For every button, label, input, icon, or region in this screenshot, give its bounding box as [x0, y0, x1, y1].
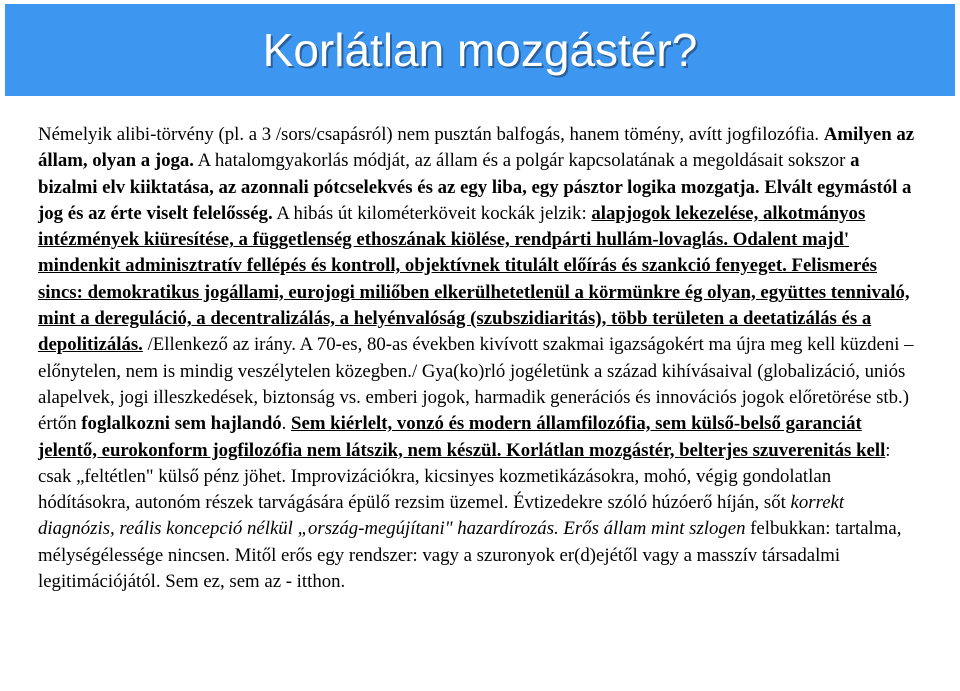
text-segment: : csak „feltétlen" külső pénz jöhet. Improvizációkra, kicsinyes kozmetikázásokra, mohó, végig gondolatlan hódításokra, autonóm részek tarvágására épülő rezsim üzemel. Évtizedekre szóló húzóerő híján, sőt [38, 439, 891, 514]
text-segment-bold-underlined: Sem kiérlelt, vonzó és modern államfilozófia, sem külső-belső garanciát jelentő, eurokonform jogfilozófia nem látszik, nem készül. Korlátlan mozgástér, belterjes szuverenitás kell [38, 413, 886, 461]
body-paragraph [38, 122, 923, 595]
text-segment: /Ellenkező az irány. A 70-es, 80-as években kivívott szakmai igazságokért ma újra meg kell küzdeni – előnytelen, nem is mindig veszélytelen közegben./ Gya(ko)rló jogéletünk a század kihívásaival (globalizáció, uniós alapelvek, jogi illeszkedések, biztonság vs. emberi jogok, harmadik generációs és innovációs jogok előretörése stb.) értőn [38, 334, 914, 435]
text-segment: . [281, 413, 292, 435]
text-segment: A hibás út kilométerköveit kockák jelzik: [272, 202, 592, 224]
text-segment: Némelyik alibi-törvény (pl. a 3 /sors/csapásról) nem pusztán balfogás, hanem tömény, avítt jogfilozófia. [38, 124, 824, 145]
page-title: Korlátlan mozgástér? [262, 24, 698, 76]
text-segment: A hatalomgyakorlás módját, az állam és a polgár kapcsolatának a megoldásait sokszor [194, 150, 851, 172]
text-segment-italic: korrekt diagnózis, reális koncepció nélkül „ország-megújítani" hazardírozás. Erős állam mint szlogen [38, 492, 845, 540]
text-segment-bold-underlined: alapjogok lekezelése, alkotmányos intézmények kiüresítése, a függetlenség ethoszának kiölése, rendpárti hullám-lovaglás. Odalent majd' mindenkit adminisztratív fellépés és kontroll, objektívnek titulált előírás és szankció fenyeget. Felismerés sincs: demokratikus jogállami, eurojogi miliőben elkerülhetetlenül a körmünkre ég olyan, együttes tennivaló, mint a dereguláció, a decentralizálás, a helyénvalóság (szubszidiaritás), több területen a deetatizálás és a depolitizálás. [38, 202, 910, 356]
text-segment-bold: a bizalmi elv kiiktatása, az azonnali pótcselekvés és az egy liba, egy pásztor logika mozgatja. Elvált egymástól a jog és az érte viselt felelősség. [38, 150, 912, 224]
title-banner [5, 4, 955, 96]
text-segment-bold: foglalkozni sem hajlandó [81, 413, 282, 435]
text-segment: felbukkan: tartalma, mélységélessége nincsen. Mitől erős egy rendszer: vagy a szuronyok er(d)ejétől vagy a masszív társadalmi legitimációjától. Sem ez, sem az - itthon. [38, 518, 902, 593]
text-segment-bold: Amilyen az állam, olyan a joga. [38, 124, 915, 172]
